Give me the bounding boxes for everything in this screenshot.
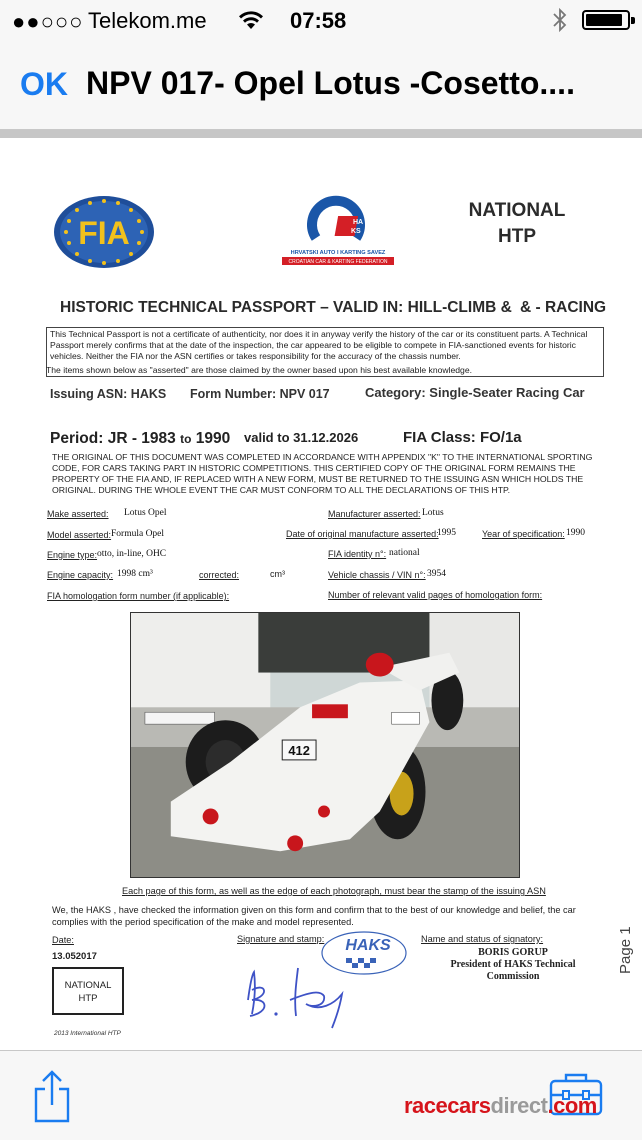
viewer-gutter [0,130,642,138]
ok-button[interactable]: OK [20,66,68,102]
disclaimer-box: This Technical Passport is not a certificate of authenticity, nor does it in anyway verify the history of the car or its constituent parts. A Technical Passport merely confirms that at the date of the inspection, the car appeared to be eligible to compete in FIA-sanctioned events for historic vehicles. Neither the FIA nor the ASN certifies or takes responsibility for the accuracy of the chassis number. [46,327,604,377]
year-spec-label: Year of specification: [482,529,565,539]
bottom-toolbar [0,1050,642,1140]
chassis-value: 3954 [427,569,446,579]
engine-type-value: otto, in-line, OHC [97,549,167,559]
signatory [430,947,596,983]
haks-logo-text: HRVATSKI AUTO I KARTING SAVEZ [290,250,386,256]
fia-identity-value: national [389,548,420,558]
engine-capacity-label: Engine capacity: [47,570,114,580]
signatory-name: BORIS GORUP [478,947,548,958]
signal-strength: ●●○○○ [12,9,84,34]
original-document-notice: THE ORIGINAL OF THIS DOCUMENT WAS COMPLETED IN ACCORDANCE WITH APPENDIX "K" TO THE INTERNATIONAL SPORTING CODE, FOR CARS TAKING PART IN HISTORIC COMPETITIONS. THIS CERTIFIED COPY OF THE ORIGINAL FORM REMAINS THE PROPERTY OF THE FIA AND, IF REPLACED WITH A NEW FORM, MUST BE RETURNED TO THE ISSUING ASN WHICH HOLDS THE ORIGINAL. DURING THE WHOLE EVENT THE CAR MUST CONFORM TO ALL THE DECLARATIONS OF THIS HTP. [52,452,593,495]
national-htp-stamp [52,967,124,1015]
date-manufacture-label: Date of original manufacture asserted: [286,529,439,539]
date-label: Date: [52,935,74,945]
racecarsdirect-watermark: racecarsdirect.com [404,1093,597,1118]
valid-pages-label: Number of relevant valid pages of homologation form: [328,590,543,600]
bluetooth-icon [552,7,568,33]
national-htp-line2: HTP [498,226,536,247]
make-label: Make asserted: [47,509,109,519]
svg-text:KS: KS [351,228,361,235]
passport-heading: HISTORIC TECHNICAL PASSPORT – VALID IN: HILL-CLIMB & [60,299,512,316]
svg-text:FIA: FIA [78,215,130,251]
disclaimer-divider [46,376,604,377]
battery-icon [582,10,630,30]
signatory-title: President of HAKS Technical Commission [450,959,576,982]
form-number: Form Number: NPV 017 [190,387,330,401]
fia-logo [52,194,156,270]
disclaimer-asserted-note: The items shown below as "asserted" are those claimed by the owner based upon his best available knowledge. [46,365,473,375]
car-photograph [130,612,520,878]
handwritten-signature [240,960,370,1030]
national-htp-line1: NATIONAL [468,200,566,221]
engine-type-label: Engine type: [47,550,98,560]
passport-heading-racing: & - RACING [520,299,607,316]
signature-label: Signature and stamp: [237,934,325,944]
make-value: Lotus Opel [124,508,167,518]
navigation-bar [0,40,642,130]
stamp-line1: NATIONAL [64,980,112,991]
homologation-label: FIA homologation form number (if applicable): [47,591,230,601]
manufacturer-label: Manufacturer asserted: [328,509,421,519]
photo-caption: Each page of this form, as well as the edge of each photograph, must bear the stamp of the issuing ASN [122,886,546,896]
page-number: Page 1 [617,926,634,974]
date-value: 13.052017 [52,951,97,962]
date-manufacture-value: 1995 [437,528,456,538]
engine-capacity-value: 1998 cm³ [117,569,153,579]
haks-logo-subtext: CROATIAN CAR & KARTING FEDERATION [288,259,388,265]
svg-text:HA: HA [353,219,364,226]
stamp-line2: HTP [78,993,98,1004]
fia-identity-label: FIA identity n°: [328,549,387,559]
share-icon[interactable] [30,1069,74,1125]
document-title: NPV 017- Opel Lotus -Cosetto.... [86,65,575,101]
chassis-label: Vehicle chassis / VIN n°: [328,570,426,580]
document-page[interactable] [0,138,642,1050]
fia-class: FIA Class: FO/1a [403,429,522,446]
wifi-icon [238,10,264,30]
year-spec-value: 1990 [566,528,585,538]
haks-logo [276,194,406,270]
issuing-asn: Issuing ASN: HAKS [50,387,167,401]
corrected-unit: cm³ [270,569,285,579]
signatory-label: Name and status of signatory: [421,934,544,944]
haks-confirmation: We, the HAKS , have checked the information given on this form and confirm that to the best of our knowledge and belief, the car complies with the period specification of the make and model represented. [52,905,576,927]
clock: 07:58 [290,8,347,33]
national-htp-header [455,198,579,250]
stamp-text: HAKS [345,937,391,954]
valid-to: valid to 31.12.2026 [244,430,359,445]
model-label: Model asserted: [47,530,112,540]
period [50,430,230,448]
period-end: 1990 [195,430,231,447]
carrier-name: Telekom.me [88,8,207,33]
status-bar [0,0,642,40]
corrected-label: corrected: [199,570,240,580]
period-start: Period: JR - 1983 [50,430,176,447]
svg-text:412: 412 [288,742,310,758]
category: Category: Single-Seater Racing Car [365,385,585,400]
manufacturer-value: Lotus [422,508,444,518]
period-to: to [180,432,192,446]
footnote: 2013 International HTP [54,1030,121,1037]
model-value: Formula Opel [111,529,165,539]
